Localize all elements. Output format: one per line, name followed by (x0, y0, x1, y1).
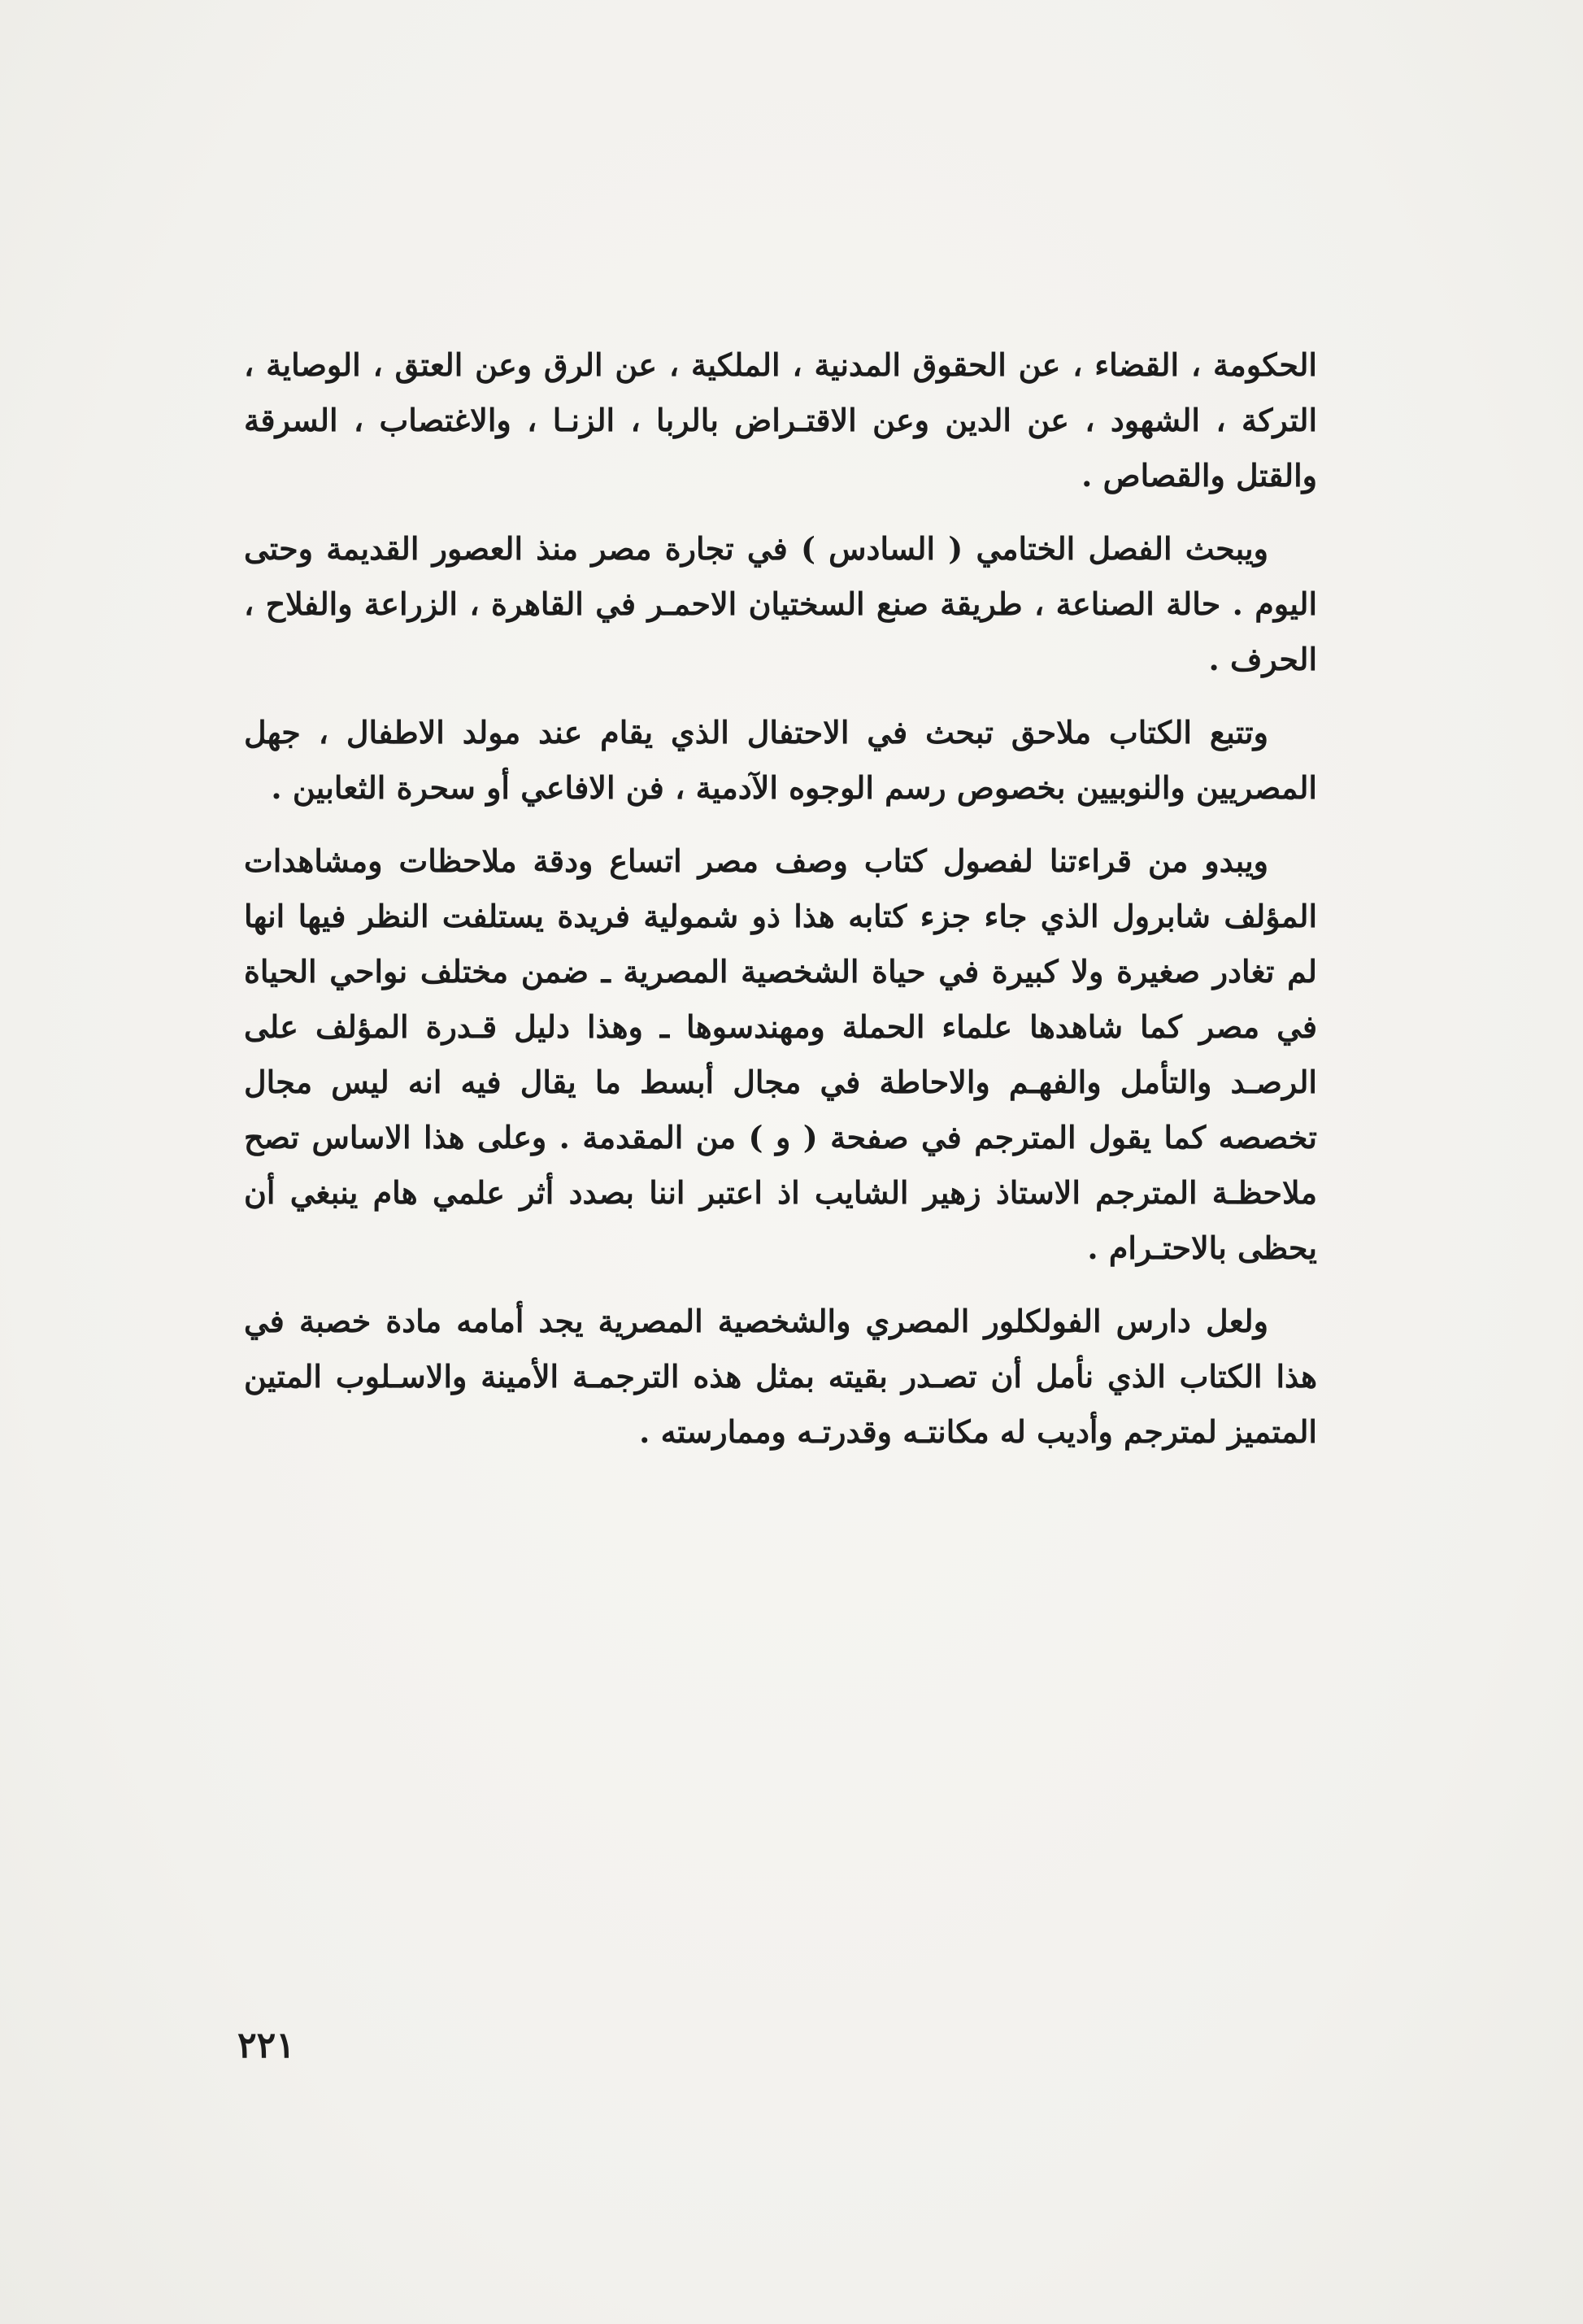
paragraph-1: الحكومة ، القضاء ، عن الحقوق المدنية ، الملكية ، عن الرق وعن العتق ، الوصاية ، التركة ، الشهود ، عن الدين وعن الاقتـراض بالربا ، الزنـا ، والاغتصاب ، السرقة والقتل والقصاص . (244, 346, 1317, 494)
page-number: ٢٢١ (237, 2025, 295, 2066)
paragraph-2: ويبحث الفصل الختامي ( السادس ) في تجارة مصر منذ العصور القديمة وحتى اليوم . حالة الصناعة ، طريقة صنع السختيان الاحمـر في القاهرة ، الزراعة والفلاح ، الحرف . (244, 530, 1317, 677)
paragraph-4: ويبدو من قراءتنا لفصول كتاب وصف مصر اتساع ودقة ملاحظات ومشاهدات المؤلف شابرول الذي جاء جزء كتابه هذا ذو شمولية فريدة يستلفت النظر فيها انها لم تغادر صغيرة ولا كبيرة في حياة الشخصية المصرية ـ ضمن مختلف نواحي الحياة في مصر كما شاهدها علماء الحملة ومهندسوها ـ وهذا دليل قـدرة المؤلف على الرصـد والتأمل والفهـم والاحاطة في مجال أبسط ما يقال فيه انه ليس مجال تخصصه كما يقول المترجم في صفحة ( و ) من المقدمة . وعلى هذا الاساس تصح ملاحظـة المترجم الاستاذ زهير الشايب اذ اعتبر اننا بصدد أثر علمي هام ينبغي أن يحظى بالاحتـرام . (244, 842, 1317, 1266)
paragraph-5: ولعل دارس الفولكلور المصري والشخصية المصرية يجد أمامه مادة خصبة في هذا الكتاب الذي نأمل أن تصـدر بقيته بمثل هذه الترجمـة الأمينة والاسـلوب المتين المتميز لمترجم وأديب له مكانتـه وقدرتـه وممارسته . (244, 1303, 1317, 1450)
paragraph-3: وتتبع الكتاب ملاحق تبحث في الاحتفال الذي يقام عند مولد الاطفال ، جهل المصريين والنوبيين بخصوص رسم الوجوه الآدمية ، فن الافاعي أو سحرة الثعابين . (244, 714, 1317, 806)
body-text (244, 337, 1317, 1478)
